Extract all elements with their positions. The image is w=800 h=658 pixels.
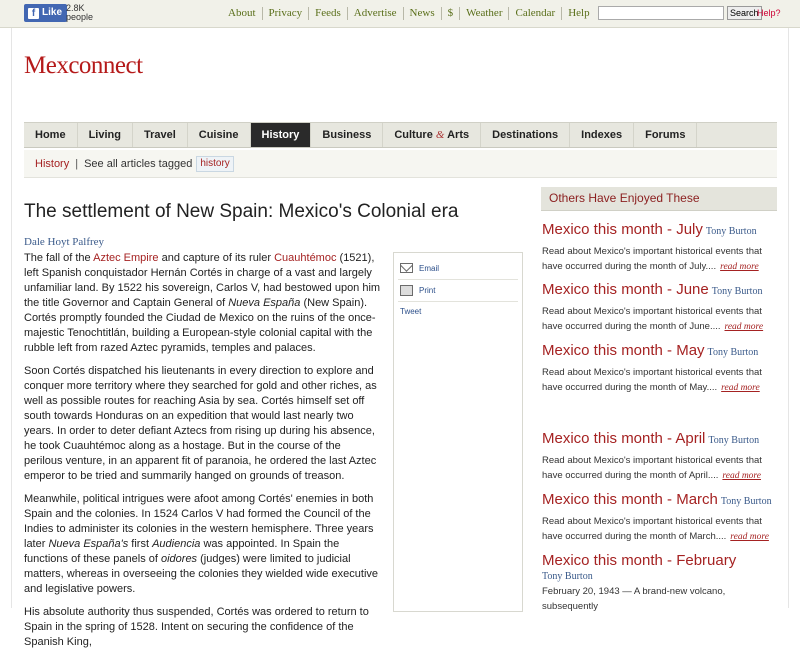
read-more-link[interactable]: read more xyxy=(730,532,769,542)
sidebar-article-author[interactable]: Tony Burton xyxy=(711,286,763,297)
search-help-link[interactable]: Help? xyxy=(757,8,781,18)
nav-item-travel[interactable]: Travel xyxy=(133,123,188,147)
facebook-like-count xyxy=(66,4,93,22)
nav-item-living[interactable]: Living xyxy=(78,123,133,147)
sidebar-article-title[interactable]: Mexico this month - March xyxy=(542,491,718,508)
breadcrumb-see-all-label: See all articles tagged xyxy=(84,157,193,170)
email-share-link[interactable] xyxy=(400,263,439,273)
sidebar-article-author[interactable]: Tony Burton xyxy=(705,226,757,237)
sidebar-article-desc: Read about Mexico's important historical events that have occurred during the month of June.... xyxy=(542,306,762,332)
nav-item-culture-arts[interactable] xyxy=(383,123,481,147)
text-span: and capture of its ruler xyxy=(158,252,275,264)
breadcrumb xyxy=(24,150,777,178)
sidebar-heading: Others Have Enjoyed These xyxy=(541,187,777,211)
top-link-calendar[interactable]: Calendar xyxy=(508,7,561,20)
facebook-count-value: 2.8K xyxy=(66,3,85,13)
facebook-count-label: people xyxy=(66,12,94,22)
emphasis-text: Audiencia xyxy=(152,538,201,550)
sidebar-article-title[interactable]: Mexico this month - April xyxy=(542,430,706,447)
email-label: Email xyxy=(419,263,440,273)
top-utility-bar xyxy=(0,0,800,28)
read-more-link[interactable]: read more xyxy=(721,383,760,393)
top-link-currency[interactable]: $ xyxy=(441,7,460,20)
sidebar-article xyxy=(542,491,778,545)
breadcrumb-separator: | xyxy=(75,157,79,170)
top-link-about[interactable]: About xyxy=(228,7,256,19)
article-paragraph: His absolute authority thus suspended, Cortés was ordered to return to Spain in the spring of 1528. Intent on securing the confidence of the Spanish King, xyxy=(24,606,369,648)
nav-culture-label: Culture xyxy=(394,129,433,141)
sidebar-article-desc: Read about Mexico's important historical events that have occurred during the month of May.... xyxy=(542,367,762,393)
sidebar-article-author[interactable]: Tony Burton xyxy=(720,496,772,507)
sidebar-article-desc: Read about Mexico's important historical events that have occurred during the month of July.... xyxy=(542,246,762,272)
sidebar-article xyxy=(542,342,778,396)
top-link-news[interactable]: News xyxy=(403,7,441,20)
read-more-link[interactable]: read more xyxy=(724,322,764,332)
sidebar-article-title[interactable]: Mexico this month - February xyxy=(542,552,737,569)
sidebar-article xyxy=(542,430,778,484)
nav-item-business[interactable]: Business xyxy=(311,123,383,147)
read-more-link[interactable]: read more xyxy=(722,471,761,481)
share-box xyxy=(393,252,523,612)
article-paragraph: Soon Cortés dispatched his lieutenants in every direction to explore and conquer more territory where they searched for gold and other riches, as well as possible routes for reaching Asia by sea. Cortés himself set off south towards Honduras on an expedition that would last nearly two years. In order to deter defiant Aztecs from rising up during his absence, he took Cuauhtémoc along as a hostage. But in the course of the perilous venture, in an apparent fit of paranoia, he ordered the last Aztec emperor to be tried and summarily hanged on grounds of treason. xyxy=(24,365,377,482)
sidebar-article-title[interactable]: Mexico this month - May xyxy=(542,342,705,359)
facebook-like-button[interactable] xyxy=(24,4,67,22)
tweet-label: Tweet xyxy=(400,307,422,316)
top-link-help[interactable]: Help xyxy=(561,7,595,20)
read-more-link[interactable]: read more xyxy=(720,262,759,272)
nav-item-cuisine[interactable]: Cuisine xyxy=(188,123,251,147)
share-divider xyxy=(398,279,518,280)
sidebar-article-author[interactable]: Tony Burton xyxy=(708,435,760,446)
mail-icon xyxy=(400,263,413,273)
tag-history[interactable]: history xyxy=(196,156,233,172)
top-link-weather[interactable]: Weather xyxy=(459,7,508,20)
article-paragraph xyxy=(24,492,382,597)
text-span: (judges) were limited to judicial matters, whereas in overseeing the colonies they wielded wide executive and legislative powers. xyxy=(24,553,379,595)
emphasis-text: Nueva España's xyxy=(48,538,129,550)
sidebar-article xyxy=(542,281,778,335)
text-span: Meanwhile, political intrigues were afoot among Cortés' enemies in both Spain and the colonies. In 1524 Carlos V had formed the Council of the Indies to administer its colonies in the western hemisphere. Three years later xyxy=(24,493,374,550)
text-span: (New Spain). Cortés promptly founded the Ciudad de Mexico on the ruins of the once-majestic Tenochtitlán, building a European-style colonial capital with the rubble left from razed Aztec pyramids, temples and palaces. xyxy=(24,297,376,354)
sidebar-article xyxy=(542,552,778,614)
text-span: The fall of the xyxy=(24,252,94,264)
top-link-advertise[interactable]: Advertise xyxy=(347,7,403,20)
share-divider xyxy=(398,301,518,302)
sidebar-article-title[interactable]: Mexico this month - July xyxy=(542,221,703,238)
sidebar-article-title[interactable]: Mexico this month - June xyxy=(542,281,709,298)
sidebar-article-author[interactable]: Tony Burton xyxy=(707,347,759,358)
top-links xyxy=(222,7,596,20)
nav-item-home[interactable]: Home xyxy=(24,123,78,147)
text-span: was appointed. In Spain the functions of these panels of xyxy=(24,538,340,565)
print-label: Print xyxy=(419,286,436,295)
facebook-like-label: Like xyxy=(42,7,63,18)
breadcrumb-history-link[interactable]: History xyxy=(35,157,70,170)
tweet-link[interactable] xyxy=(400,307,421,316)
sidebar-article-desc: February 20, 1943 — A brand-new volcano, subsequently xyxy=(542,586,726,612)
sidebar-article-author[interactable]: Tony Burton xyxy=(542,571,593,582)
site-logo[interactable]: Mexconnect xyxy=(24,52,143,79)
top-link-privacy[interactable]: Privacy xyxy=(262,7,309,20)
nav-item-indexes[interactable]: Indexes xyxy=(570,123,634,147)
sidebar-article-desc: Read about Mexico's important historical events that have occurred during the month of March.... xyxy=(542,516,762,542)
search-button[interactable]: Search xyxy=(727,6,762,20)
nav-item-history[interactable]: History xyxy=(251,123,312,147)
article-paragraph xyxy=(24,251,382,356)
link-aztec-empire[interactable]: Aztec Empire xyxy=(93,252,159,264)
print-icon xyxy=(400,285,413,296)
sidebar-article-desc: Read about Mexico's important historical events that have occurred during the month of April.... xyxy=(542,455,762,481)
print-link[interactable] xyxy=(400,285,435,296)
link-cuauhtemoc[interactable]: Cuauhtémoc xyxy=(274,252,337,264)
main-nav xyxy=(24,122,777,148)
nav-culture-amp: & xyxy=(435,129,445,141)
nav-item-destinations[interactable]: Destinations xyxy=(481,123,570,147)
emphasis-text: oidores xyxy=(160,553,198,565)
article-title: The settlement of New Spain: Mexico's Colonial era xyxy=(24,201,459,222)
article-body xyxy=(24,251,382,658)
facebook-icon: f xyxy=(28,8,39,19)
top-link-feeds[interactable]: Feeds xyxy=(308,7,347,20)
nav-item-forums[interactable]: Forums xyxy=(634,123,697,147)
sidebar-article xyxy=(542,221,778,275)
nav-arts-label: Arts xyxy=(447,129,470,141)
search-input[interactable] xyxy=(598,6,724,20)
text-span: first xyxy=(128,538,153,550)
emphasis-text: Nueva España xyxy=(228,297,301,309)
article-author[interactable]: Dale Hoyt Palfrey xyxy=(24,236,105,248)
text-span: (1521), left Spanish conquistador Hernán Cortés in charge of a vast and largely unfamiliar land. By 1522 his sovereign, Carlos V, had bestowed upon him the title Governor and Captain General of xyxy=(24,252,381,309)
